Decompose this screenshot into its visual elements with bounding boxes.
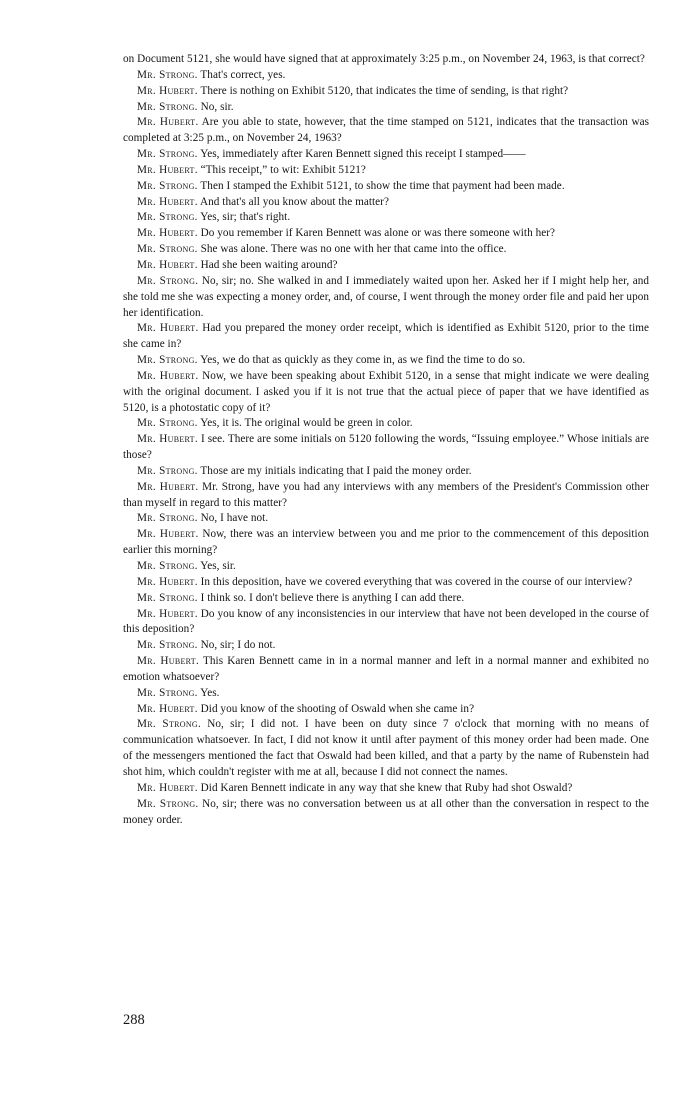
speaker-label: Mr. Hubert. bbox=[137, 607, 198, 620]
transcript-paragraph bbox=[123, 179, 649, 195]
transcript-paragraph bbox=[123, 511, 649, 527]
speaker-label: Mr. Strong. bbox=[137, 560, 198, 572]
paragraph-text: Those are my initials indicating that I paid the money order. bbox=[200, 464, 472, 477]
paragraph-text: Did you know of the shooting of Oswald when she came in? bbox=[200, 702, 475, 715]
paragraph-text: Yes, sir; that's right. bbox=[200, 211, 291, 224]
speaker-label: Mr. Strong. bbox=[137, 274, 199, 287]
paragraph-text: No, sir; I did not. I have been on duty since 7 o'clock that morning with no means of communication whatsoever. In fact, I did not know it until after payment of this money order had been made. One of the messengers mentioned the fact that Oswald had been killed, and that a party by the name of Rubenstein had shot him, which couldn't register with me at all, because I did not connect the names. bbox=[123, 718, 649, 778]
speaker-label: Mr. Strong. bbox=[137, 591, 198, 604]
transcript-paragraph bbox=[123, 464, 649, 480]
transcript-paragraph bbox=[123, 686, 649, 702]
paragraph-text: No, sir; I do not. bbox=[200, 639, 276, 652]
transcript-body bbox=[123, 52, 649, 828]
paragraph-text: Yes, immediately after Karen Bennett signed this receipt I stamped—— bbox=[200, 148, 526, 161]
transcript-paragraph bbox=[123, 702, 649, 718]
paragraph-text: Yes. bbox=[200, 686, 220, 699]
paragraph-text: Now, there was an interview between you and me prior to the commencement of this deposition earlier this morning? bbox=[123, 528, 649, 557]
transcript-paragraph bbox=[123, 321, 649, 353]
speaker-label: Mr. Strong. bbox=[137, 639, 198, 652]
transcript-paragraph bbox=[123, 607, 649, 639]
paragraph-text: on Document 5121, she would have signed that at approximately 3:25 p.m., on November 24, 1963, is that correct? bbox=[123, 53, 645, 65]
paragraph-text: Mr. Strong, have you had any interviews with any members of the President's Commission other than myself in regard to this matter? bbox=[123, 480, 649, 509]
transcript-paragraph bbox=[123, 258, 649, 274]
transcript-paragraph bbox=[123, 353, 649, 369]
transcript-paragraph bbox=[123, 797, 649, 829]
speaker-label: Mr. Strong. bbox=[137, 512, 198, 525]
speaker-label: Mr. Strong. bbox=[137, 148, 198, 161]
paragraph-text: And that's all you know about the matter? bbox=[200, 195, 389, 208]
speaker-label: Mr. Hubert. bbox=[137, 195, 198, 208]
transcript-paragraph bbox=[123, 52, 649, 68]
paragraph-text: Yes, it is. The original would be green in color. bbox=[200, 417, 413, 430]
paragraph-text: Then I stamped the Exhibit 5121, to show the time that payment had been made. bbox=[200, 179, 565, 192]
paragraph-text: Yes, sir. bbox=[200, 560, 236, 572]
transcript-paragraph bbox=[123, 591, 649, 607]
paragraph-text: Had you prepared the money order receipt, which is identified as Exhibit 5120, prior to the time she came in? bbox=[123, 322, 649, 351]
speaker-label: Mr. Hubert. bbox=[137, 528, 199, 541]
transcript-paragraph bbox=[123, 274, 649, 322]
paragraph-text: Yes, we do that as quickly as they come in, as we find the time to do so. bbox=[200, 354, 526, 367]
transcript-paragraph bbox=[123, 195, 649, 211]
transcript-paragraph bbox=[123, 432, 649, 464]
speaker-label: Mr. Hubert. bbox=[137, 227, 198, 240]
speaker-label: Mr. Strong. bbox=[137, 718, 202, 731]
speaker-label: Mr. Hubert. bbox=[137, 163, 198, 176]
paragraph-text: Do you know of any inconsistencies in our interview that have not been developed in the course of this deposition? bbox=[123, 607, 649, 636]
speaker-label: Mr. Strong. bbox=[137, 464, 198, 477]
transcript-paragraph bbox=[123, 416, 649, 432]
paragraph-text: That's correct, yes. bbox=[200, 68, 286, 81]
speaker-label: Mr. Hubert. bbox=[137, 702, 198, 715]
paragraph-text: In this deposition, have we covered everything that was covered in the course of our interview? bbox=[200, 575, 633, 588]
transcript-paragraph bbox=[123, 638, 649, 654]
speaker-label: Mr. Strong. bbox=[137, 417, 198, 430]
paragraph-text: Had she been waiting around? bbox=[200, 258, 338, 271]
speaker-label: Mr. Hubert. bbox=[137, 369, 199, 382]
transcript-paragraph bbox=[123, 575, 649, 591]
paragraph-text: This Karen Bennett came in in a normal manner and left in a normal manner and exhibited no emotion whatsoever? bbox=[123, 655, 649, 683]
speaker-label: Mr. Strong. bbox=[137, 211, 198, 224]
speaker-label: Mr. Hubert. bbox=[137, 116, 199, 129]
transcript-paragraph bbox=[123, 84, 649, 100]
transcript-paragraph bbox=[123, 480, 649, 512]
speaker-label: Mr. Hubert. bbox=[137, 433, 198, 446]
transcript-paragraph bbox=[123, 559, 649, 575]
paragraph-text: Do you remember if Karen Bennett was alone or was there someone with her? bbox=[200, 227, 556, 240]
speaker-label: Mr. Strong. bbox=[137, 68, 198, 81]
paragraph-text: No, sir; there was no conversation between us at all other than the conversation in respect to the money order. bbox=[123, 797, 649, 826]
speaker-label: Mr. Hubert. bbox=[137, 655, 200, 668]
speaker-label: Mr. Strong. bbox=[137, 179, 198, 192]
paragraph-text: I think so. I don't believe there is anything I can add there. bbox=[200, 591, 465, 604]
transcript-paragraph bbox=[123, 226, 649, 242]
speaker-label: Mr. Strong. bbox=[137, 797, 199, 810]
speaker-label: Mr. Hubert. bbox=[137, 781, 198, 794]
transcript-paragraph bbox=[123, 210, 649, 226]
speaker-label: Mr. Hubert. bbox=[137, 480, 199, 493]
page-number: 288 bbox=[123, 1012, 145, 1028]
transcript-paragraph bbox=[123, 100, 649, 116]
transcript-paragraph bbox=[123, 163, 649, 179]
paragraph-text: Are you able to state, however, that the time stamped on 5121, indicates that the transaction was completed at 3:25 p.m., on November 24, 1963? bbox=[123, 116, 650, 145]
paragraph-text: She was alone. There was no one with her that came into the office. bbox=[200, 243, 507, 256]
paragraph-text: Now, we have been speaking about Exhibit 5120, in a sense that might indicate we were dealing with the original document. I asked you if it is not true that the actual piece of paper that we have identified as 5120, is a photostatic copy of it? bbox=[123, 369, 649, 414]
speaker-label: Mr. Hubert. bbox=[137, 575, 198, 588]
transcript-paragraph bbox=[123, 781, 649, 797]
paragraph-text: No, sir. bbox=[200, 100, 234, 113]
speaker-label: Mr. Strong. bbox=[137, 100, 198, 113]
speaker-label: Mr. Strong. bbox=[137, 686, 198, 699]
transcript-paragraph bbox=[123, 654, 649, 686]
paragraph-text: There is nothing on Exhibit 5120, that indicates the time of sending, is that right? bbox=[200, 84, 569, 97]
paragraph-text: “This receipt,” to wit: Exhibit 5121? bbox=[200, 163, 366, 176]
speaker-label: Mr. Strong. bbox=[137, 243, 198, 256]
paragraph-text: I see. There are some initials on 5120 following the words, “Issuing employee.” Whose initials are those? bbox=[123, 433, 649, 462]
speaker-label: Mr. Strong. bbox=[137, 354, 198, 367]
transcript-paragraph bbox=[123, 717, 649, 780]
paragraph-text: No, I have not. bbox=[200, 512, 269, 525]
speaker-label: Mr. Hubert. bbox=[137, 258, 198, 271]
transcript-paragraph bbox=[123, 147, 649, 163]
transcript-paragraph bbox=[123, 115, 649, 147]
paragraph-text: No, sir; no. She walked in and I immediately waited upon her. Asked her if I might help her, and she told me she was expecting a money order, and, of course, I went through the money order file and paid her upon her identification. bbox=[123, 274, 649, 319]
speaker-label: Mr. Hubert. bbox=[137, 84, 198, 97]
speaker-label: Mr. Hubert. bbox=[137, 322, 199, 335]
transcript-paragraph bbox=[123, 242, 649, 258]
transcript-paragraph bbox=[123, 527, 649, 559]
transcript-paragraph bbox=[123, 68, 649, 84]
transcript-paragraph bbox=[123, 369, 649, 417]
paragraph-text: Did Karen Bennett indicate in any way that she knew that Ruby had shot Oswald? bbox=[200, 781, 573, 794]
